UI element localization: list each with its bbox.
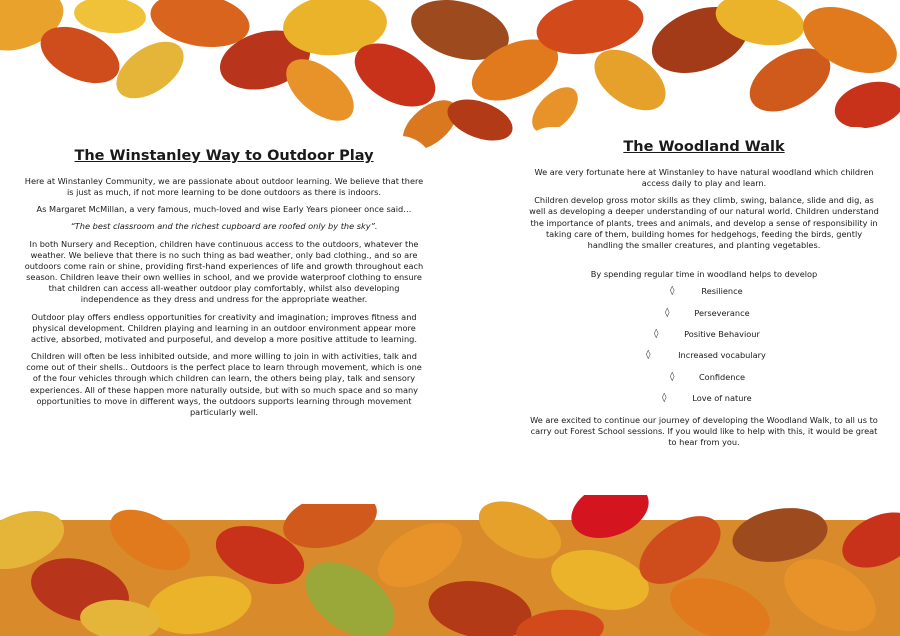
mcmillan-quote: “The best classroom and the richest cupboard are roofed only by the sky”. <box>70 221 378 232</box>
diamond-bullet-icon: ◊ <box>665 307 670 318</box>
skill-label: Increased vocabulary <box>678 350 766 361</box>
diamond-bullet-icon: ◊ <box>670 286 675 297</box>
mcmillan-paragraph: As Margaret McMillan, a very famous, much-loved and wise Early Years pioneer once said… <box>36 204 412 215</box>
outdoor-play-panel <box>14 136 434 504</box>
woodland-closing: We are excited to continue our journey of developing the Woodland Walk, to all us to carry out Forest School sessions. If you would like to help with this, it would be great to hear from you. <box>530 414 878 447</box>
skill-label: Confidence <box>698 371 746 382</box>
diamond-bullet-icon: ◊ <box>646 350 651 361</box>
skills-list <box>528 286 880 414</box>
list-item <box>528 329 880 350</box>
woodland-walk-panel <box>518 127 890 495</box>
list-item <box>528 372 880 393</box>
skills-heading: By spending regular time in woodland helps to develop <box>590 269 818 280</box>
list-item <box>528 393 880 414</box>
list-item <box>528 350 880 371</box>
skill-label: Perseverance <box>694 307 750 318</box>
woodland-intro: We are very fortunate here at Winstanley to have natural woodland which children access daily to play and learn. <box>534 167 874 189</box>
movement-paragraph: Children will often be less inhibited outside, and more willing to join in with activities, talk and come out of their shells.. Outdoors is the perfect place to learn through movement, which is one of the four vehicles through which children can learn, the others being play, talk and sensory experiences. All of these happen more naturally outside, but with so much space and so many opportunities to move in different ways, the outdoors supports learning through movement particularly well. <box>26 351 422 417</box>
list-item <box>528 308 880 329</box>
weather-paragraph: In both Nursery and Reception, children have continuous access to the outdoors, whatever the weather. We believe that there is no such thing as bad weather, only bad clothing., and so are outdoors come rain or shine, providing first-hand experiences of life and growth throughout each season. Children leave their own wellies in school, and we provide waterproof clothing to ensure that children can access all-weather outdoor play comfortably, whilst also developing independence as they dress and undress for the appropriate weather. <box>24 238 424 305</box>
creativity-paragraph: Outdoor play offers endless opportunities for creativity and imagination; improves fitness and physical development. Children playing and learning in an outdoor environment appear more active, absorbed, motivated and purposeful, and develop a more positive attitude to learning. <box>31 311 417 344</box>
woodland-body: Children develop gross motor skills as they climb, swing, balance, slide and dig, as well as developing a deeper understanding of our natural world. Children understand the importance of plants, trees and animals, and develop a sense of responsibility in taking care of them, building homes for hedgehogs, feeding the birds, gently handling the smaller creatures, and planting vegetables. <box>529 195 879 250</box>
outdoor-play-title: The Winstanley Way to Outdoor Play <box>74 148 374 164</box>
diamond-bullet-icon: ◊ <box>670 371 675 382</box>
skill-label: Love of nature <box>692 393 752 404</box>
intro-paragraph: Here at Winstanley Community, we are passionate about outdoor learning. We believe that there is just as much, if not more learning to be done outdoors as there is indoors. <box>24 176 424 198</box>
diamond-bullet-icon: ◊ <box>654 329 659 340</box>
woodland-walk-title: The Woodland Walk <box>623 139 785 155</box>
skill-label: Positive Behaviour <box>684 329 760 340</box>
diamond-bullet-icon: ◊ <box>662 393 667 404</box>
list-item <box>528 286 880 307</box>
skill-label: Resilience <box>701 286 743 297</box>
